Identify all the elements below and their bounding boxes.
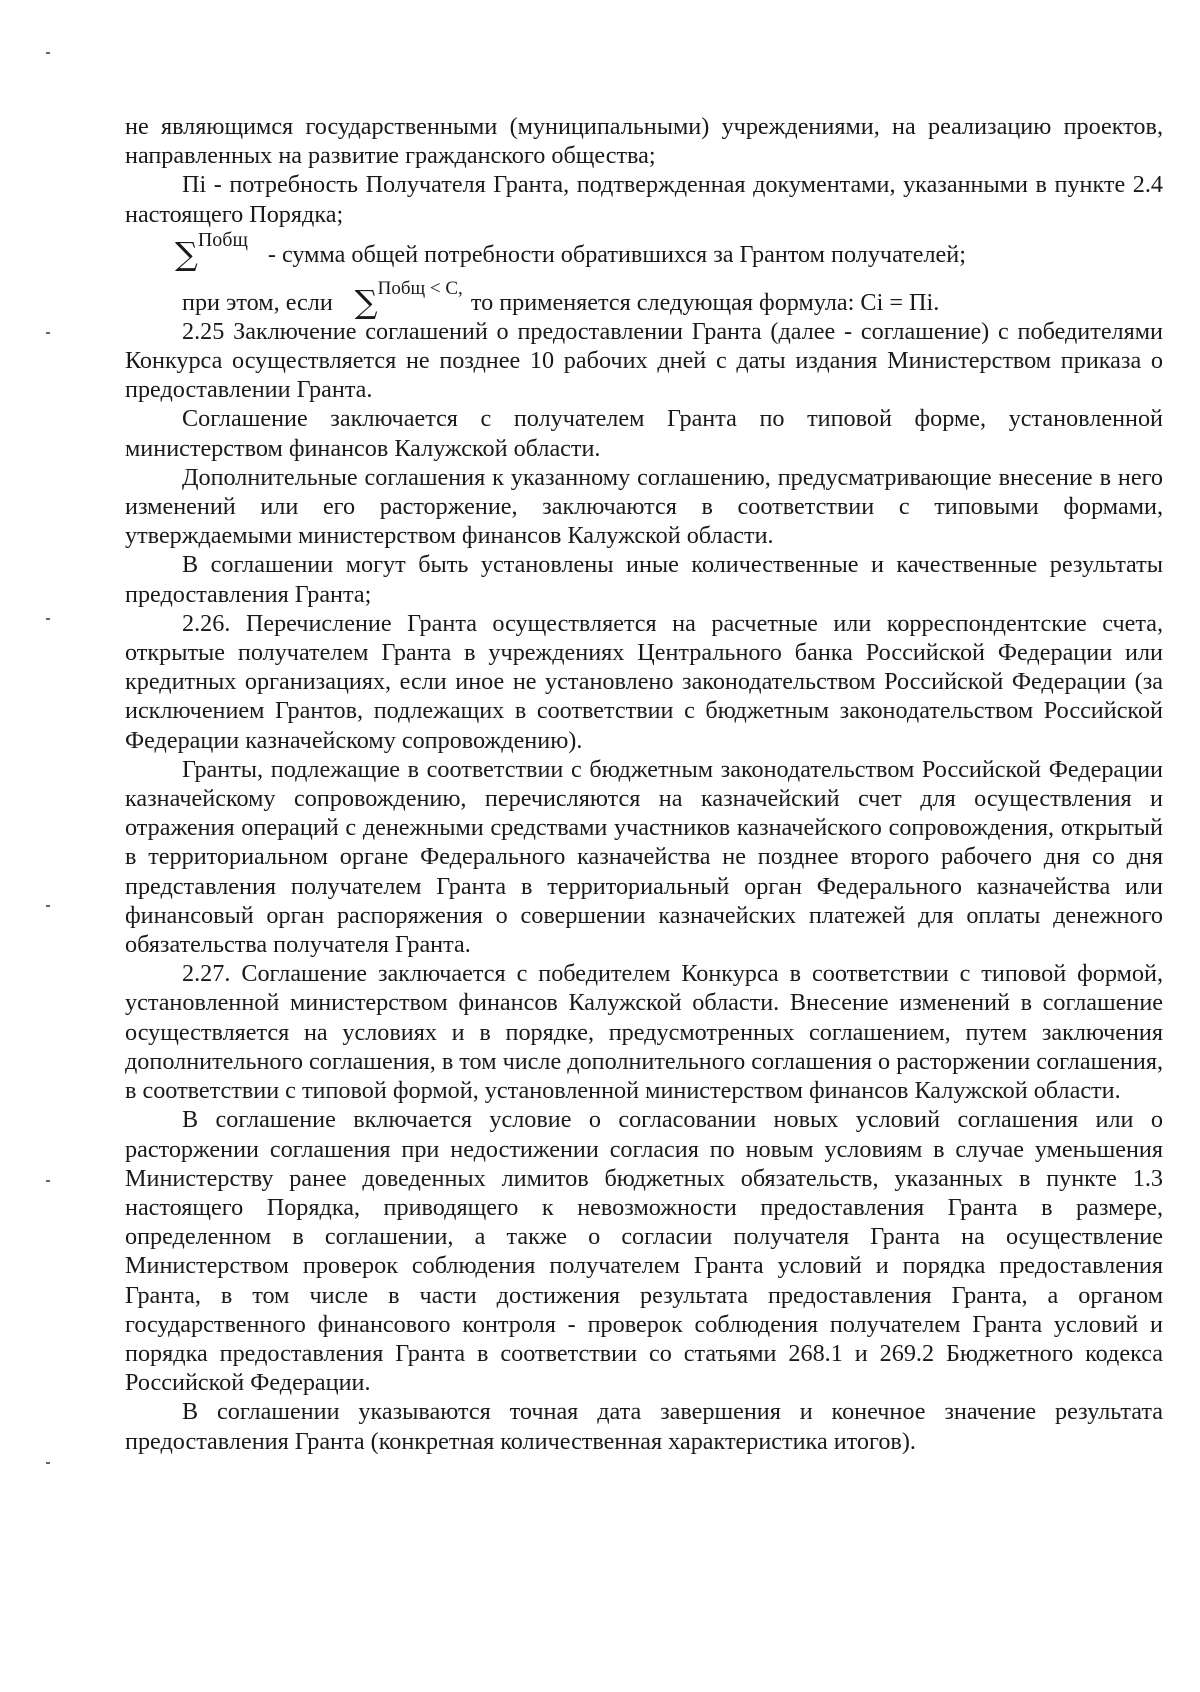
scan-margin-mark [46,52,50,54]
paragraph-2-27: 2.27. Соглашение заключается с победителем Конкурса в соответствии с типовой формой, установленной министерством финансов Калужской области. Внесение изменений в соглашение осуществляется на условиях и в порядке, предусмотренных соглашением, путем заключения дополнительного соглашения, в том числе дополнительного соглашения о расторжении соглашения, в соответствии с типовой формой, установленной министерством финансов Калужской области. [125,960,1163,1105]
sum-description: - сумма общей потребности обратившихся за Грантом получателей; [267,240,966,268]
condition-prefix: при этом, если [182,288,333,316]
paragraph-pi-definition: Пi - потребность Получателя Гранта, подтвержденная документами, указанными в пункте 2.4 настоящего Порядка; [125,171,1163,228]
sum-symbol: ∑ [354,282,378,321]
paragraph-agreement-form: Соглашение заключается с получателем Гранта по типовой форме, установленной министерством финансов Калужской области. [125,405,1163,462]
scan-margin-mark [46,1462,50,1464]
document-body [125,112,1163,1456]
paragraph-completion-date: В соглашении указываются точная дата завершения и конечное значение результата предоставления Гранта (конкретная количественная характеристика итогов). [125,1398,1163,1455]
formula-condition [125,273,1163,321]
paragraph-2-25: 2.25 Заключение соглашений о предоставлении Гранта (далее - соглашение) с победителями Конкурса осуществляется не позднее 10 рабочих дней с даты издания Министерством приказа о предоставлении Гранта. [125,317,1163,404]
scan-margin-mark [46,618,50,620]
sum-symbol: ∑ [175,234,198,273]
paragraph-2-26: 2.26. Перечисление Гранта осуществляется на расчетные или корреспондентские счета, открытые получателем Гранта в учреждениях Центрального банка Российской Федерации или кредитных организациях, если иное не установлено законодательством Российской Федерации (за исключением Грантов, подлежащих в соответствии с бюджетным законодательством Российской Федерации казначейскому сопровождению). [125,609,1163,754]
condition-suffix: то применяется следующая формула: Сi = Пi. [470,288,940,316]
scan-margin-mark [46,905,50,907]
scan-margin-mark [46,1180,50,1182]
condition-subscript: Побщ < С, [377,277,463,299]
formula-sum-definition [125,228,1163,273]
paragraph-additional-agreements: Дополнительные соглашения к указанному соглашению, предусматривающие внесение в него изменений или его расторжение, заключаются в соответствии с типовыми формами, утверждаемыми министерством финансов Калужской области. [125,463,1163,550]
paragraph-results: В соглашении могут быть установлены иные количественные и качественные результаты предоставления Гранта; [125,551,1163,608]
scan-margin-mark [46,332,50,334]
paragraph-continuation: не являющимся государственными (муниципальными) учреждениями, на реализацию проектов, направленных на развитие гражданского общества; [125,113,1163,170]
paragraph-agreement-conditions: В соглашение включается условие о согласовании новых условий соглашения или о расторжении соглашения при недостижении согласия по новым условиям в случае уменьшения Министерству ранее доведенных лимитов бюджетных обязательств, указанных в пункте 1.3 настоящего Порядка, приводящего к невозможности предоставления Гранта в размере, определенном в соглашении, а также о согласии получателя Гранта на осуществление Министерством проверок соблюдения получателем Гранта условий и порядка предоставления Гранта, в том числе в части достижения результата предоставления Гранта, а органом государственного финансового контроля - проверок соблюдения получателем Гранта условий и порядка предоставления Гранта в соответствии со статьями 268.1 и 269.2 Бюджетного кодекса Российской Федерации. [125,1106,1163,1397]
paragraph-treasury-grants: Гранты, подлежащие в соответствии с бюджетным законодательством Российской Федерации казначейскому сопровождению, перечисляются на казначейский счет для осуществления и отражения операций с денежными средствами участников казначейского сопровождения, открытый в территориальном органе Федерального казначейства не позднее второго рабочего дня со дня представления получателем Гранта в территориальный орган Федерального казначейства или финансовый орган распоряжения о совершении казначейских платежей для оплаты денежного обязательства получателя Гранта. [125,755,1163,959]
sum-subscript: Побщ [197,228,248,251]
